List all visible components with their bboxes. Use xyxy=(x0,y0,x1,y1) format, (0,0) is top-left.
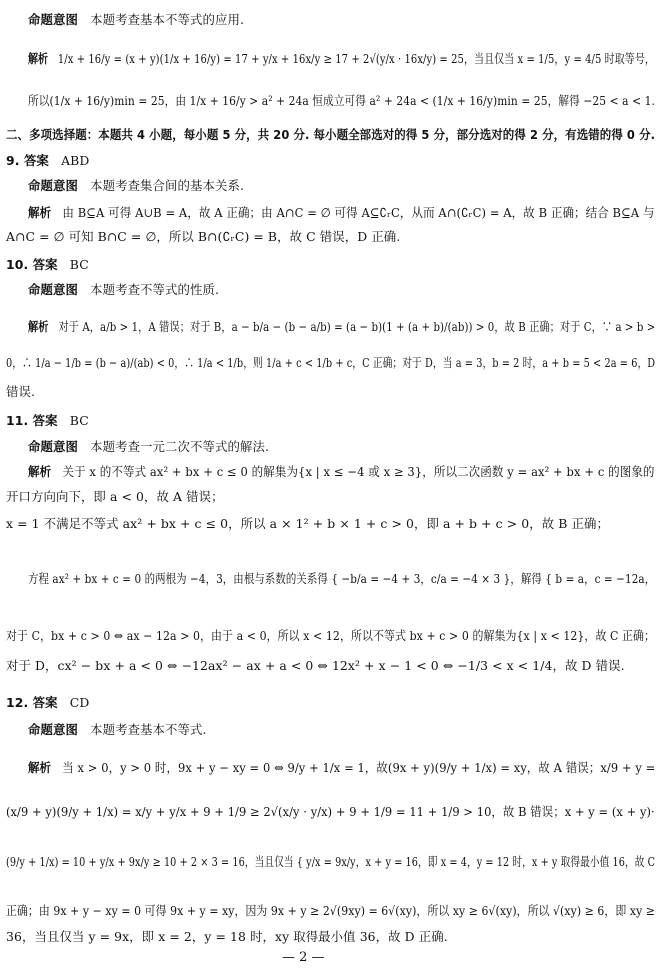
block-12 xyxy=(6,354,655,372)
block-21-text: 对于 D，cx² − bx + a < 0 ⇔ −12ax² − ax + a < 0 ⇔ 12x² + x − 1 < 0 ⇔ −1/3 < x < 1/4，故 D 错误. xyxy=(6,658,625,673)
block-14-tag: 11. 答案 xyxy=(6,413,58,428)
block-17-text: 开口方向向下，即 a < 0，故 A 错误； xyxy=(6,489,224,504)
block-19-text: 方程 ax² + bx + c = 0 的两根为 −4，3，由根与系数的关系得 { −b/a = −4 + 3，c/a = −4 × 3 }，解得 { b = a，c = −12a， xyxy=(28,571,656,586)
block-11-tag: 解析 xyxy=(28,319,49,334)
block-25-text: (x/9 + y)(9/y + 1/x) = x/y + y/x + 9 + 1/9 ≥ 2√(x/y · y/x) + 9 + 1/9 = 11 + 1/9 > 10，故 B 错误；x + y = (x + y)· xyxy=(6,804,655,819)
block-4-text: 二、多项选择题：本题共 4 小题，每小题 5 分，共 20 分. 每小题全部选对的得 5 分，部分选对的得 2 分，有选错的得 0 分. xyxy=(6,127,656,142)
block-23 xyxy=(28,721,207,739)
block-6-text: 本题考查集合间的基本关系. xyxy=(90,178,245,193)
block-15-tag: 命题意图 xyxy=(28,439,78,454)
block-17 xyxy=(6,488,224,506)
block-24 xyxy=(28,759,655,777)
block-23-tag: 命题意图 xyxy=(28,722,78,737)
block-5 xyxy=(6,152,89,170)
block-8-text: A∩C = ∅ 可知 B∩C = ∅，所以 B∩(∁ᵣC) = B，故 C 错误，D 正确. xyxy=(6,229,401,244)
block-13 xyxy=(6,383,35,401)
block-9-text: BC xyxy=(69,257,89,272)
block-1 xyxy=(28,11,244,29)
block-6-tag: 命题意图 xyxy=(28,178,78,193)
block-21 xyxy=(6,657,625,675)
block-27 xyxy=(6,902,655,920)
block-13-text: 错误. xyxy=(6,384,36,399)
block-2-tag: 解析 xyxy=(28,51,49,66)
block-18-text: x = 1 不满足不等式 ax² + bx + c ≤ 0，所以 a × 1² + b × 1 + c > 0，即 a + b + c > 0，故 B 正确； xyxy=(6,516,609,531)
block-22 xyxy=(6,694,89,712)
block-15 xyxy=(28,438,269,456)
block-14-text: BC xyxy=(69,413,89,428)
block-6 xyxy=(28,177,244,195)
block-1-tag: 命题意图 xyxy=(28,12,78,27)
block-5-tag: 9. 答案 xyxy=(6,153,49,168)
block-15-text: 本题考查一元二次不等式的解法. xyxy=(90,439,270,454)
block-22-text: CD xyxy=(69,695,90,710)
block-1-text: 本题考查基本不等式的应用. xyxy=(90,12,245,27)
block-24-text: 当 x > 0，y > 0 时，9x + y − xy = 0 ⇔ 9/y + 1/x = 1，故(9x + y)(9/y + 1/x) = xy，故 A 错误；x/9 + y = xyxy=(62,760,656,775)
block-25 xyxy=(6,803,655,821)
block-10-text: 本题考查不等式的性质. xyxy=(90,282,220,297)
block-10 xyxy=(28,281,219,299)
block-28-text: 36，当且仅当 y = 9x，即 x = 2，y = 18 时，xy 取得最小值 36，故 D 正确. xyxy=(6,929,448,944)
block-26-text: (9/y + 1/x) = 10 + y/x + 9x/y ≥ 10 + 2 × 3 = 16，当且仅当 { y/x = 9x/y，x + y = 16，即 x = 4，y = 12 时，x + y 取得最小值 16，故 C xyxy=(6,854,656,869)
block-23-text: 本题考查基本不等式. xyxy=(90,722,207,737)
block-26 xyxy=(6,853,655,871)
block-19 xyxy=(28,570,655,588)
block-8 xyxy=(6,228,400,246)
block-12-text: 0，∴ 1/a − 1/b = (b − a)/(ab) < 0，∴ 1/a < 1/b，则 1/a + c < 1/b + c，C 正确；对于 D，当 a = 3，b = 2 时，a + b = 5 < 2a = 6，D xyxy=(6,355,656,370)
block-16-tag: 解析 xyxy=(28,464,52,479)
block-10-tag: 命题意图 xyxy=(28,282,78,297)
block-2 xyxy=(28,50,655,68)
block-5-text: ABD xyxy=(61,153,90,168)
block-3 xyxy=(28,92,655,110)
block-18 xyxy=(6,515,609,533)
block-24-tag: 解析 xyxy=(28,760,52,775)
block-7-tag: 解析 xyxy=(28,205,52,220)
block-22-tag: 12. 答案 xyxy=(6,695,58,710)
block-20-text: 对于 C，bx + c > 0 ⇔ ax − 12a > 0，由于 a < 0，所以 x < 12，所以不等式 bx + c > 0 的解集为{x | x < 12}，故 C 正确； xyxy=(6,628,656,643)
block-9-tag: 10. 答案 xyxy=(6,257,58,272)
block-14 xyxy=(6,412,89,430)
block-28 xyxy=(6,928,448,946)
block-2-text: 1/x + 16/y = (x + y)(1/x + 16/y) = 17 + y/x + 16x/y ≥ 17 + 2√(y/x · 16x/y) = 25，当且仅当 x = 1/5，y = 4/5 时取等号， xyxy=(57,51,655,66)
page-number: — 2 — xyxy=(282,950,325,965)
block-7 xyxy=(28,204,655,222)
section-heading xyxy=(6,126,655,144)
block-7-text: 由 B⊆A 可得 A∪B = A，故 A 正确；由 A∩C = ∅ 可得 A⊆∁ᵣC，从而 A∩(∁ᵣC) = A，故 B 正确；结合 B⊆A 与 xyxy=(62,205,655,220)
block-11-text: 对于 A，a/b > 1，A 错误；对于 B，a − b/a − (b − a/b) = (a − b)(1 + (a + b)/(ab)) > 0，故 B 正确；对于 C，∵ a > b > xyxy=(58,319,656,334)
block-3-text: 所以(1/x + 16/y)min = 25，由 1/x + 16/y > a² + 24a 恒成立可得 a² + 24a < (1/x + 16/y)min = 25，解得 −25 < a < 1. xyxy=(28,93,655,108)
block-20 xyxy=(6,627,655,645)
block-16 xyxy=(28,463,655,481)
block-11 xyxy=(28,318,655,336)
block-9 xyxy=(6,256,89,274)
block-16-text: 关于 x 的不等式 ax² + bx + c ≤ 0 的解集为{x | x ≤ −4 或 x ≥ 3}，所以二次函数 y = ax² + bx + c 的图象的 xyxy=(62,464,655,479)
block-27-text: 正确；由 9x + y − xy = 0 可得 9x + y = xy，因为 9x + y ≥ 2√(9xy) = 6√(xy)，所以 xy ≥ 6√(xy)，所以 √(xy) ≥ 6，即 xy ≥ xyxy=(6,903,656,918)
